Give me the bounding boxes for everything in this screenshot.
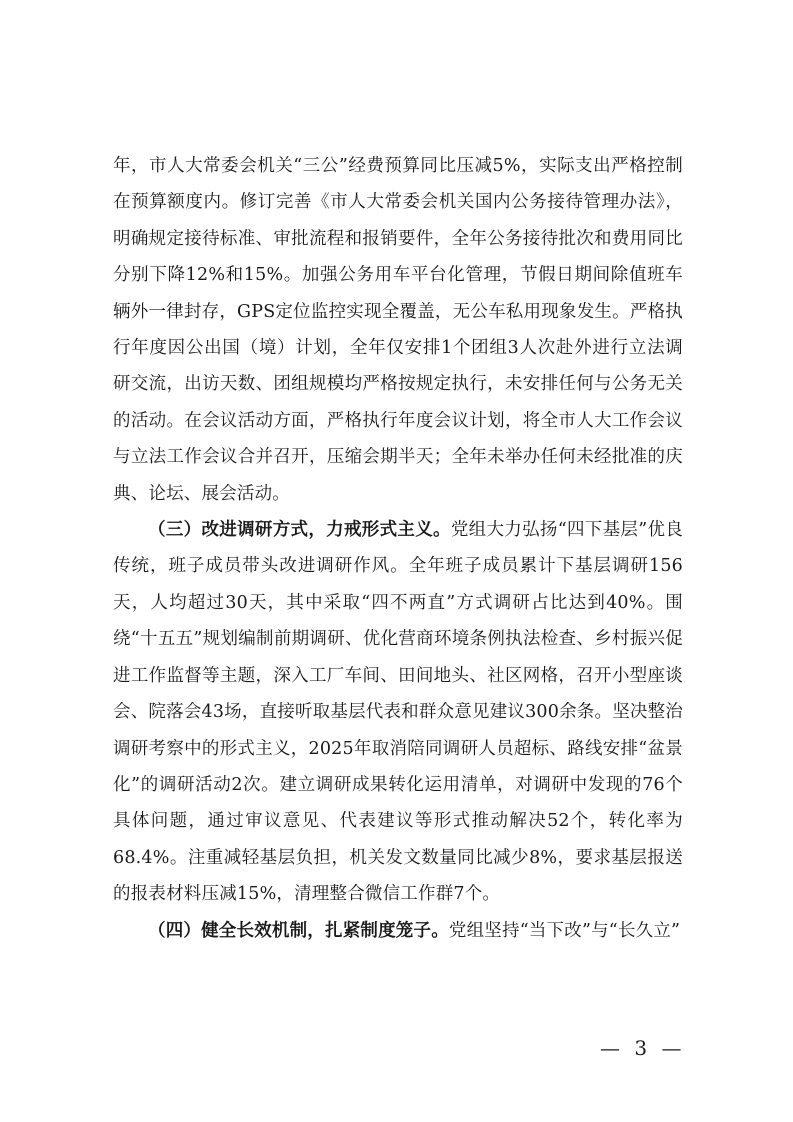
paragraph-2-heading: （三）改进调研方式，力戒形式主义。 <box>148 520 451 541</box>
paragraph-2-text: 党组大力弘扬“四下基层”优良传统，班子成员带头改进调研作风。全年班子成员累计下基层调研156天，人均超过30天，其中采取“四不两直”方式调研占比达到40%。围绕“十五五”规划编制前期调研、优化营商环境条例执法检查、乡村振兴促进工作监督等主题，深入工厂车间、田间地头、社区网格，召开小型座谈会、院落会43场，直接听取基层代表和群众意见建议300余条。坚决整治调研考察中的形式主义，2025年取消陪同调研人员超标、路线安排“盆景化”的调研活动2次。建立调研成果转化运用清单，对调研中发现的76个具体问题，通过审议意见、代表建议等形式推动解决52个，转化率为68.4%。注重减轻基层负担，机关发文数量同比减少8%，要求基层报送的报表材料压减15%，清理整合微信工作群7个。 <box>113 520 683 905</box>
paragraph-1 <box>113 148 683 512</box>
body-text <box>113 148 683 949</box>
paragraph-3-text: 党组坚持“当下改”与“长久立” <box>448 920 681 941</box>
page-number: — 3 — <box>600 1036 686 1060</box>
paragraph-1-text: 年，市人大常委会机关“三公”经费预算同比压减5%，实际支出严格控制在预算额度内。修订完善《市人大常委会机关国内公务接待管理办法》，明确规定接待标准、审批流程和报销要件，全年公务接待批次和费用同比分别下降12%和15%。加强公务用车平台化管理，节假日期间除值班车辆外一律封存，GPS定位监控实现全覆盖，无公车私用现象发生。严格执行年度因公出国（境）计划，全年仅安排1个团组3人次赴外进行立法调研交流，出访天数、团组规模均严格按规定执行，未安排任何与公务无关的活动。在会议活动方面，严格执行年度会议计划，将全市人大工作会议与立法工作会议合并召开，压缩会期半天；全年未举办任何未经批准的庆典、论坛、展会活动。 <box>113 156 683 504</box>
paragraph-3-heading: （四）健全长效机制，扎紧制度笼子。 <box>148 920 449 941</box>
paragraph-3 <box>113 913 683 949</box>
paragraph-2 <box>113 512 683 912</box>
